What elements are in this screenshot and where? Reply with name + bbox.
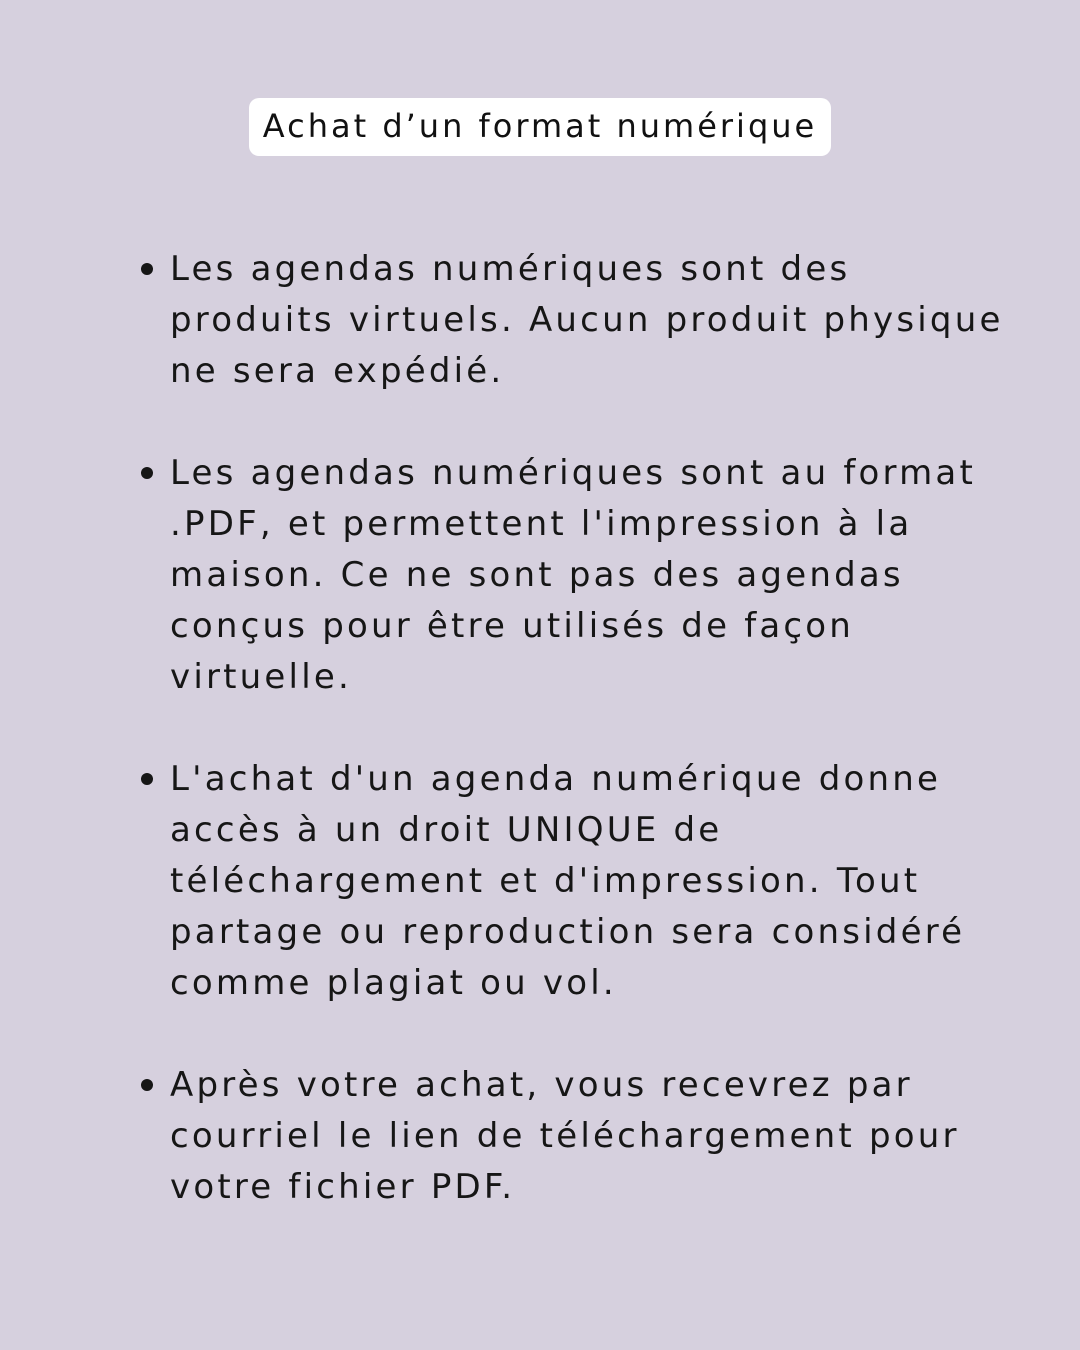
bullet-icon: [141, 263, 153, 275]
list-item-text: L'achat d'un agenda numérique donne accès à un droit UNIQUE de téléchargement et d'impression. Tout partage ou reproduction sera considéré comme plagiat ou vol.: [170, 759, 966, 1003]
list-item-text: Après votre achat, vous recevrez par courriel le lien de téléchargement pour votre fichier PDF.: [170, 1065, 960, 1207]
list-item: [0, 1060, 1080, 1213]
list-item: [0, 448, 1080, 703]
bullet-icon: [141, 773, 153, 785]
list-item-text: Les agendas numériques sont au format .PDF, et permettent l'impression à la maison. Ce ne sont pas des agendas conçus pour être utilisés de façon virtuelle.: [170, 453, 976, 697]
bullet-icon: [141, 467, 153, 479]
bullet-icon: [141, 1079, 153, 1091]
info-list: [0, 244, 1080, 1264]
title-container: [0, 98, 1080, 156]
page-title: Achat d’un format numérique: [249, 98, 831, 156]
list-item: [0, 754, 1080, 1009]
list-item-text: Les agendas numériques sont des produits virtuels. Aucun produit physique ne sera expédié.: [170, 249, 1004, 391]
list-item: [0, 244, 1080, 397]
